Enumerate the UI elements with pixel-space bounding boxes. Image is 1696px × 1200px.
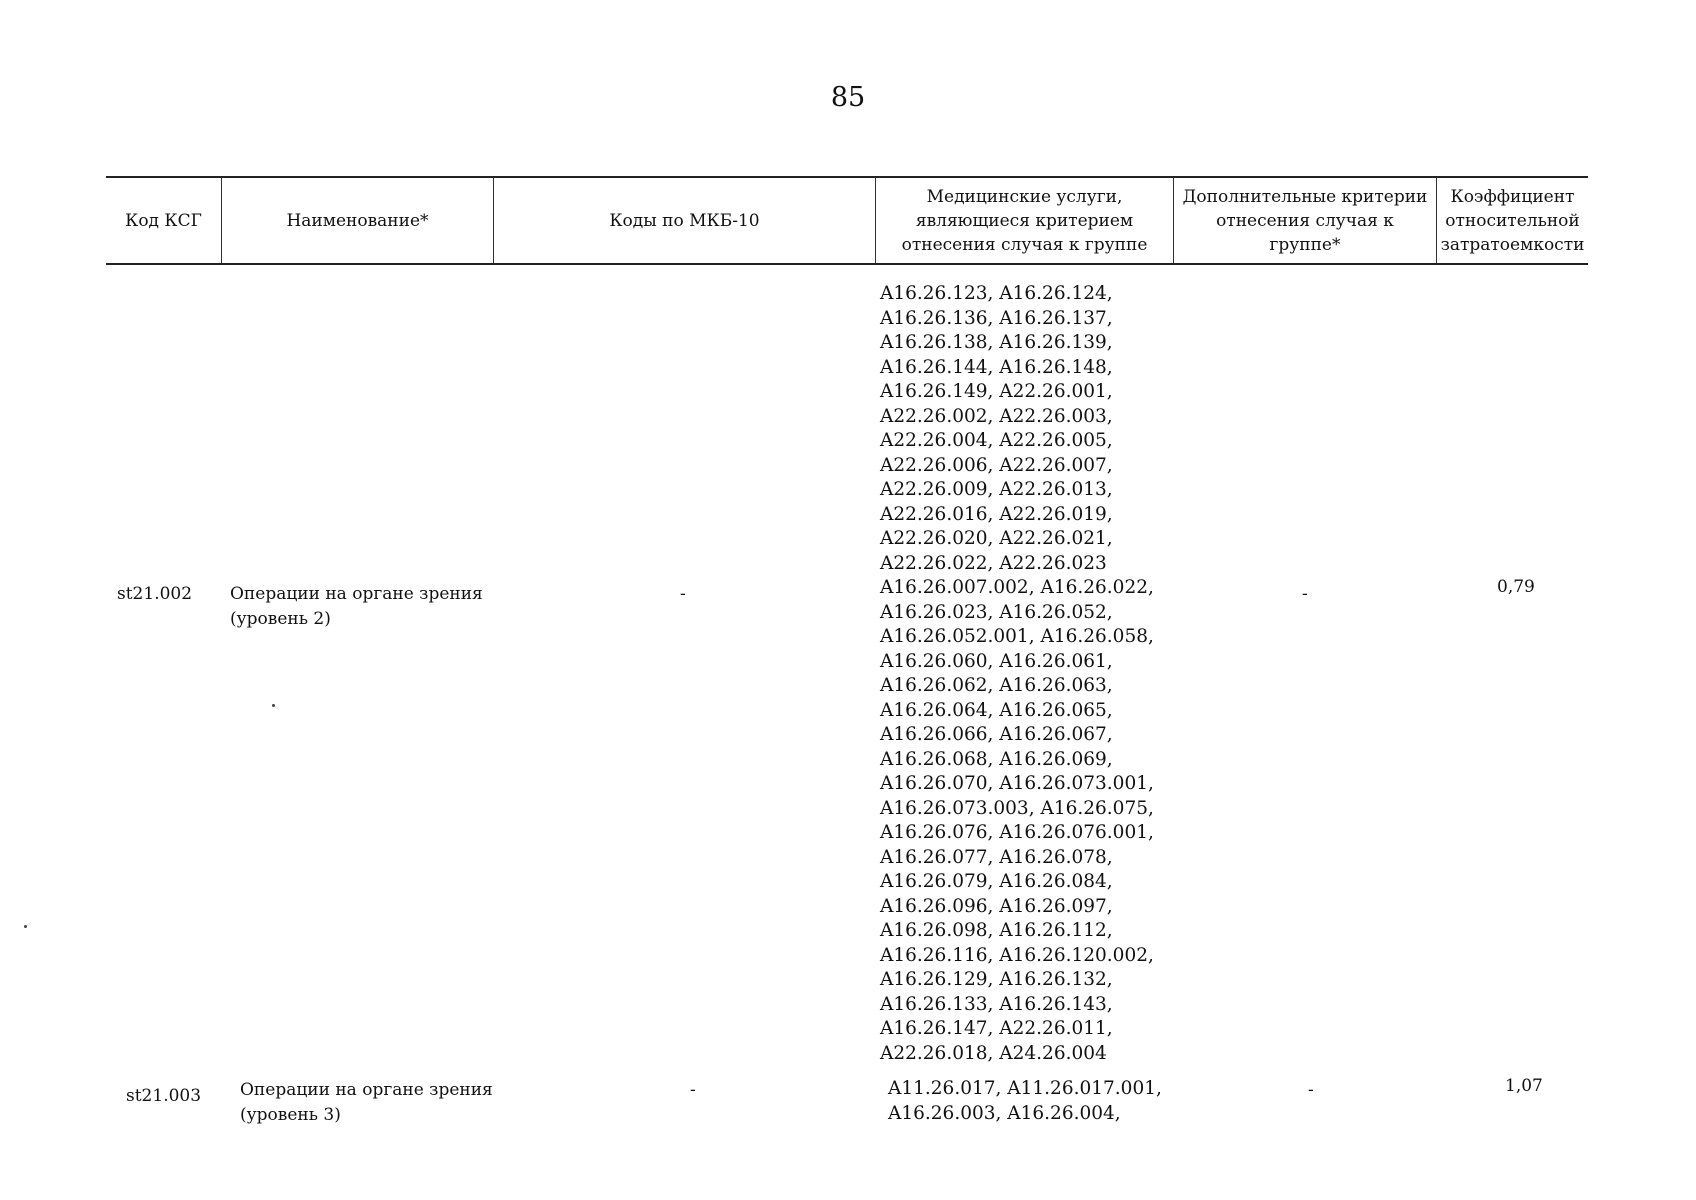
service-code-line: A16.26.129, A16.26.132, bbox=[880, 969, 1113, 990]
row-icd10: - bbox=[680, 584, 686, 604]
service-code-line: A16.26.064, A16.26.065, bbox=[880, 699, 1113, 721]
header-medical-services: Медицинские услуги, являющиеся критерием отнесения случая к группе bbox=[875, 178, 1173, 263]
service-code-line: A16.26.066, A16.26.067, bbox=[880, 724, 1113, 745]
service-code-line: A16.26.149, A22.26.001, bbox=[880, 381, 1113, 402]
service-code-line: A16.26.073.003, A16.26.075, bbox=[880, 797, 1154, 819]
header-name: Наименование* bbox=[221, 178, 493, 263]
service-code-line: A16.26.076, A16.26.076.001, bbox=[880, 822, 1154, 843]
row-extra-criteria: - bbox=[1308, 1080, 1314, 1100]
service-code-line: A16.26.060, A16.26.061, bbox=[880, 650, 1113, 672]
service-code-line: A22.26.009, A22.26.013, bbox=[880, 479, 1113, 500]
service-code-line: A16.26.062, A16.26.063, bbox=[880, 675, 1113, 696]
row-ksg-code: st21.003 bbox=[126, 1086, 202, 1106]
service-code-line: A16.26.052.001, A16.26.058, bbox=[880, 626, 1154, 647]
page-number: 85 bbox=[830, 82, 866, 113]
row-name: Операции на органе зрения (уровень 3) bbox=[240, 1080, 493, 1125]
service-code-line: A16.26.133, A16.26.143, bbox=[880, 993, 1113, 1015]
header-additional-criteria: Дополнительные критерии отнесения случая к группе* bbox=[1173, 178, 1436, 263]
row-services-list bbox=[880, 282, 1154, 1066]
service-code-line: A16.26.098, A16.26.112, bbox=[880, 920, 1113, 941]
scan-speck bbox=[272, 704, 275, 707]
service-code-line: A16.26.023, A16.26.052, bbox=[880, 601, 1113, 623]
service-code-line: A22.26.022, A22.26.023 bbox=[880, 552, 1107, 574]
row-coefficient: 0,79 bbox=[1497, 577, 1535, 597]
service-code-line: A22.26.016, A22.26.019, bbox=[880, 503, 1113, 525]
service-code-line: A16.26.096, A16.26.097, bbox=[880, 895, 1113, 917]
row-services-list bbox=[888, 1077, 1162, 1126]
service-code-line: A16.26.077, A16.26.078, bbox=[880, 846, 1113, 868]
service-code-line: A22.26.004, A22.26.005, bbox=[880, 430, 1113, 451]
service-code-line: A22.26.018, A24.26.004 bbox=[880, 1042, 1107, 1064]
row-icd10: - bbox=[690, 1080, 696, 1100]
service-code-line: A16.26.068, A16.26.069, bbox=[880, 748, 1113, 770]
service-code-line: A16.26.070, A16.26.073.001, bbox=[880, 773, 1154, 794]
service-code-line: A22.26.002, A22.26.003, bbox=[880, 405, 1113, 427]
service-code-line: A16.26.079, A16.26.084, bbox=[880, 871, 1113, 892]
row-name: Операции на органе зрения (уровень 2) bbox=[230, 584, 483, 629]
service-code-line: A16.26.136, A16.26.137, bbox=[880, 307, 1113, 329]
header-ksg-code: Код КСГ bbox=[125, 210, 202, 231]
row-ksg-code: st21.002 bbox=[117, 584, 193, 604]
service-code-line: A16.26.144, A16.26.148, bbox=[880, 356, 1113, 378]
service-code-line: A22.26.020, A22.26.021, bbox=[880, 528, 1113, 549]
table-header bbox=[106, 176, 1588, 265]
row-extra-criteria: - bbox=[1302, 584, 1308, 604]
service-code-line: A16.26.138, A16.26.139, bbox=[880, 332, 1113, 353]
service-code-line: A16.26.147, A22.26.011, bbox=[880, 1018, 1113, 1039]
service-code-line: A16.26.123, A16.26.124, bbox=[880, 283, 1113, 304]
row-coefficient: 1,07 bbox=[1505, 1076, 1543, 1096]
scan-speck bbox=[24, 925, 27, 928]
header-icd10-codes: Коды по МКБ-10 bbox=[493, 178, 875, 263]
service-code-line: A11.26.017, A11.26.017.001, bbox=[888, 1078, 1162, 1099]
service-code-line: A22.26.006, A22.26.007, bbox=[880, 454, 1113, 476]
service-code-line: A16.26.007.002, A16.26.022, bbox=[880, 577, 1154, 598]
service-code-line: A16.26.003, A16.26.004, bbox=[888, 1102, 1121, 1124]
service-code-line: A16.26.116, A16.26.120.002, bbox=[880, 944, 1154, 966]
header-cost-coefficient: Коэффициент относительной затратоемкости bbox=[1436, 178, 1588, 263]
